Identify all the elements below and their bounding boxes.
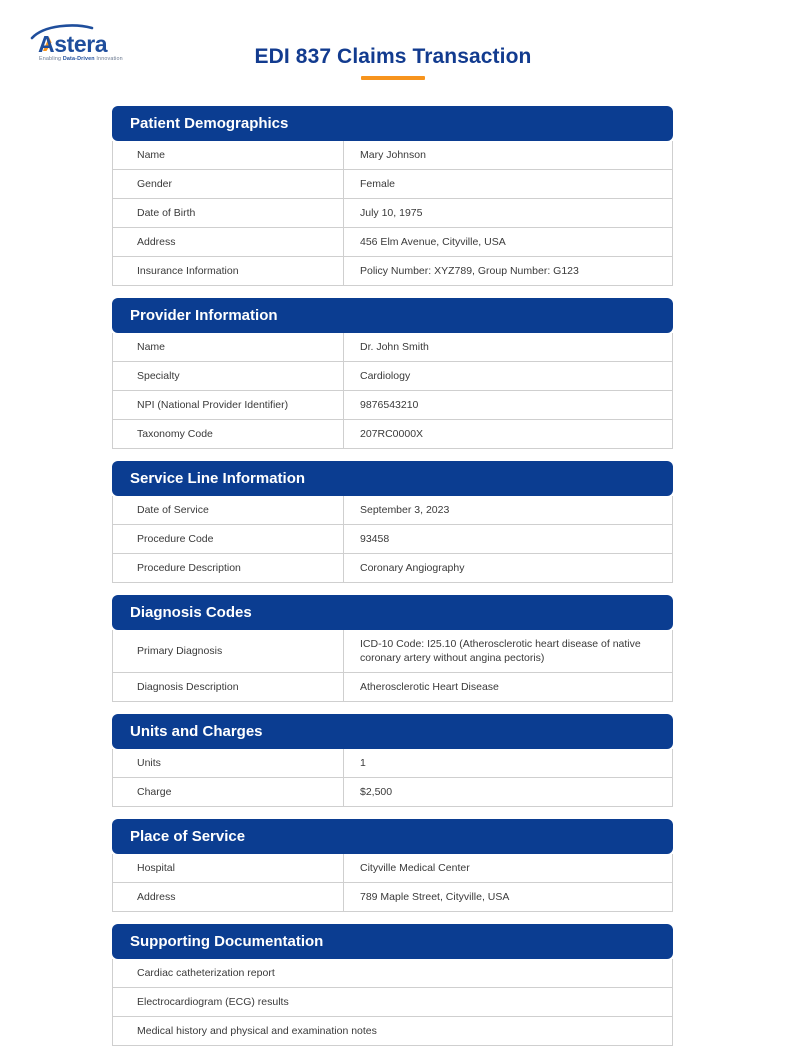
table-row — [113, 988, 673, 1017]
table-row — [113, 883, 673, 912]
field-value: Coronary Angiography — [344, 554, 673, 583]
field-label: Address — [113, 883, 344, 912]
field-value: 207RC0000X — [344, 420, 673, 449]
table-row — [113, 959, 673, 988]
field-value: ICD-10 Code: I25.10 (Atherosclerotic heart disease of native coronary artery without angina pectoris) — [344, 630, 673, 673]
field-label: Charge — [113, 778, 344, 807]
field-label: Date of Service — [113, 496, 344, 525]
section-header: Service Line Information — [112, 461, 673, 496]
field-label: Taxonomy Code — [113, 420, 344, 449]
svg-text:Astera: Astera — [38, 31, 108, 57]
section — [112, 924, 674, 1046]
section-table — [112, 959, 673, 1046]
field-value: $2,500 — [344, 778, 673, 807]
section-header: Units and Charges — [112, 714, 673, 749]
table-row — [113, 673, 673, 702]
section-header: Place of Service — [112, 819, 673, 854]
section — [112, 461, 674, 583]
section-table — [112, 496, 673, 583]
table-row — [113, 778, 673, 807]
field-label: Specialty — [113, 362, 344, 391]
table-row — [113, 749, 673, 778]
table-row — [113, 630, 673, 673]
field-label: Procedure Code — [113, 525, 344, 554]
field-label: Address — [113, 228, 344, 257]
section — [112, 819, 674, 912]
table-row — [113, 554, 673, 583]
document-item: Electrocardiogram (ECG) results — [113, 988, 673, 1017]
field-label: Date of Birth — [113, 199, 344, 228]
table-row — [113, 1017, 673, 1046]
section-table — [112, 749, 673, 807]
field-label: NPI (National Provider Identifier) — [113, 391, 344, 420]
field-value: 93458 — [344, 525, 673, 554]
section — [112, 106, 674, 286]
field-label: Units — [113, 749, 344, 778]
field-value: Female — [344, 170, 673, 199]
section-header: Diagnosis Codes — [112, 595, 673, 630]
field-value: Policy Number: XYZ789, Group Number: G123 — [344, 257, 673, 286]
field-label: Name — [113, 141, 344, 170]
field-label: Diagnosis Description — [113, 673, 344, 702]
section-header: Patient Demographics — [112, 106, 673, 141]
field-value: 1 — [344, 749, 673, 778]
table-row — [113, 854, 673, 883]
table-row — [113, 525, 673, 554]
table-row — [113, 420, 673, 449]
table-row — [113, 141, 673, 170]
field-value: 9876543210 — [344, 391, 673, 420]
section — [112, 298, 674, 449]
field-label: Name — [113, 333, 344, 362]
section-table — [112, 333, 673, 449]
title-underline-accent — [361, 76, 425, 80]
page-title: EDI 837 Claims Transaction — [254, 45, 532, 68]
section — [112, 714, 674, 807]
field-label: Primary Diagnosis — [113, 630, 344, 673]
table-row — [113, 257, 673, 286]
table-row — [113, 333, 673, 362]
field-value: 789 Maple Street, Cityville, USA — [344, 883, 673, 912]
section-header: Supporting Documentation — [112, 924, 673, 959]
field-label: Gender — [113, 170, 344, 199]
section-table — [112, 630, 673, 702]
field-value: September 3, 2023 — [344, 496, 673, 525]
section-table — [112, 141, 673, 286]
table-row — [113, 391, 673, 420]
field-value: 456 Elm Avenue, Cityville, USA — [344, 228, 673, 257]
field-value: Cityville Medical Center — [344, 854, 673, 883]
field-label: Procedure Description — [113, 554, 344, 583]
field-label: Hospital — [113, 854, 344, 883]
field-value: July 10, 1975 — [344, 199, 673, 228]
section-header: Provider Information — [112, 298, 673, 333]
field-label: Insurance Information — [113, 257, 344, 286]
table-row — [113, 362, 673, 391]
page-title-block — [0, 44, 786, 80]
document-item: Cardiac catheterization report — [113, 959, 673, 988]
claim-document — [112, 106, 674, 1046]
table-row — [113, 228, 673, 257]
field-value: Atherosclerotic Heart Disease — [344, 673, 673, 702]
table-row — [113, 496, 673, 525]
document-item: Medical history and physical and examination notes — [113, 1017, 673, 1046]
field-value: Cardiology — [344, 362, 673, 391]
field-value: Dr. John Smith — [344, 333, 673, 362]
field-value: Mary Johnson — [344, 141, 673, 170]
table-row — [113, 170, 673, 199]
section — [112, 595, 674, 702]
section-table — [112, 854, 673, 912]
svg-text:Enabling Data-Driven Innovatio: Enabling Data-Driven Innovation — [39, 56, 123, 62]
table-row — [113, 199, 673, 228]
